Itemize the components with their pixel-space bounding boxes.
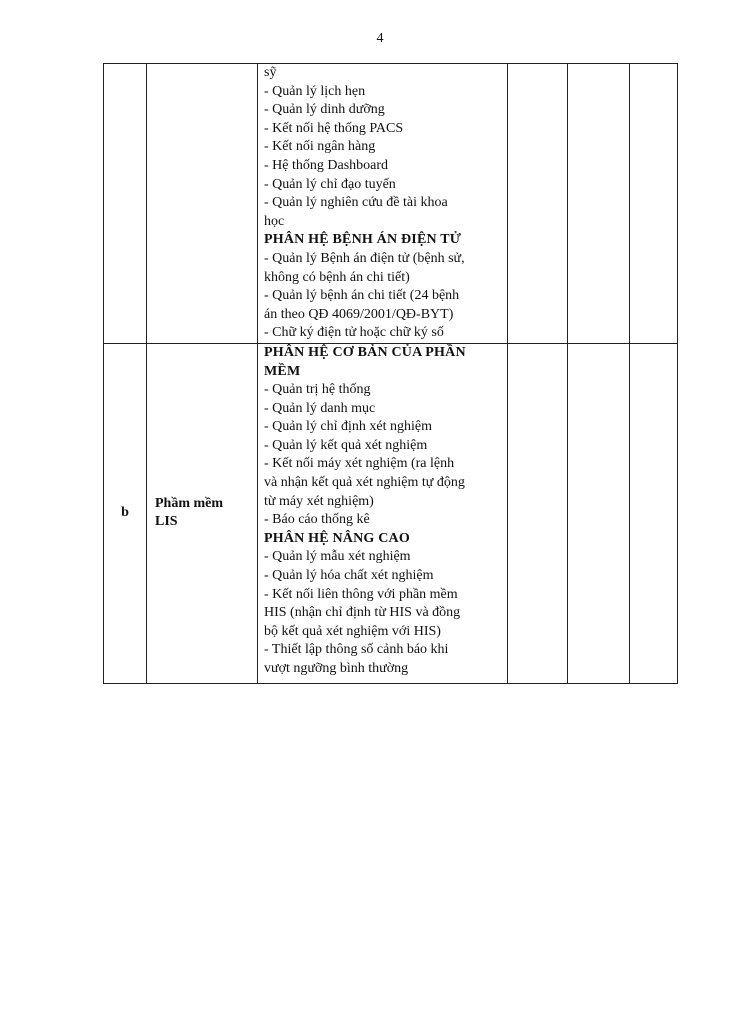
description-line: HIS (nhận chỉ định từ HIS và đồng bbox=[264, 605, 461, 621]
description-line: và nhận kết quả xét nghiệm tự động bbox=[264, 475, 465, 491]
empty-cell bbox=[630, 64, 678, 344]
description-line: bộ kết quả xét nghiệm với HIS) bbox=[264, 623, 441, 639]
description-line: sỹ bbox=[264, 65, 277, 80]
description-line: - Quản lý kết quả xét nghiệm bbox=[264, 437, 428, 453]
page-number: 4 bbox=[376, 31, 384, 46]
description-line: - Kết nối máy xét nghiệm (ra lệnh bbox=[264, 456, 455, 472]
description-line: - Quản lý Bệnh án điện tử (bệnh sử, bbox=[264, 250, 465, 266]
description-line: - Thiết lập thông số cảnh báo khi bbox=[264, 642, 449, 658]
description-line: - Quản lý mẫu xét nghiệm bbox=[264, 549, 411, 565]
row-description-cell bbox=[258, 64, 508, 344]
row-name-cell bbox=[147, 343, 258, 683]
empty-cell bbox=[508, 64, 568, 344]
description-line: - Quản lý chỉ định xét nghiệm bbox=[264, 419, 432, 435]
section-heading: PHÂN HỆ BỆNH ÁN ĐIỆN TỬ bbox=[264, 232, 462, 248]
description-line: - Quản lý bệnh án chi tiết (24 bệnh bbox=[264, 288, 460, 304]
description-line: từ máy xét nghiệm) bbox=[264, 493, 374, 509]
row-name-line: Phầm mềm bbox=[155, 496, 224, 512]
section-heading: MỀM bbox=[264, 363, 301, 379]
description-line: án theo QĐ 4069/2001/QĐ-BYT) bbox=[264, 306, 454, 322]
description-line: - Quản lý nghiên cứu đề tài khoa bbox=[264, 195, 448, 211]
description-line: - Quản lý hóa chất xét nghiệm bbox=[264, 568, 434, 584]
description-lines bbox=[264, 344, 503, 679]
description-line: vượt ngưỡng bình thường bbox=[264, 661, 409, 676]
description-line: - Quản lý dinh dưỡng bbox=[264, 102, 385, 118]
row-index-cell: b bbox=[104, 343, 147, 683]
row-name-cell bbox=[147, 64, 258, 344]
table-row bbox=[104, 343, 678, 683]
section-heading: PHÂN HỆ CƠ BẢN CỦA PHẦN bbox=[264, 344, 466, 360]
description-line: - Kết nối ngân hàng bbox=[264, 139, 376, 155]
description-lines bbox=[264, 64, 503, 343]
row-index-cell bbox=[104, 64, 147, 344]
description-line: - Quản lý chỉ đạo tuyến bbox=[264, 176, 396, 192]
description-line: - Kết nối hệ thống PACS bbox=[264, 120, 404, 136]
row-name-line: LIS bbox=[155, 514, 178, 530]
requirements-table bbox=[103, 63, 678, 684]
table-row bbox=[104, 64, 678, 344]
description-line: - Quản trị hệ thống bbox=[264, 382, 371, 398]
description-line: - Chữ ký điện tử hoặc chữ ký số bbox=[264, 325, 444, 341]
description-line: - Quản lý danh mục bbox=[264, 400, 376, 416]
description-line: - Quản lý lịch hẹn bbox=[264, 83, 366, 99]
empty-cell bbox=[568, 343, 630, 683]
empty-cell bbox=[630, 343, 678, 683]
description-line: - Hệ thống Dashboard bbox=[264, 157, 389, 173]
description-line: - Kết nối liên thông với phần mềm bbox=[264, 586, 458, 602]
row-description-cell bbox=[258, 343, 508, 683]
section-heading: PHÂN HỆ NÂNG CAO bbox=[264, 530, 410, 546]
description-line: không có bệnh án chi tiết) bbox=[264, 269, 410, 285]
empty-cell bbox=[508, 343, 568, 683]
description-line: - Báo cáo thống kê bbox=[264, 512, 370, 528]
empty-cell bbox=[568, 64, 630, 344]
description-line: học bbox=[264, 213, 285, 229]
